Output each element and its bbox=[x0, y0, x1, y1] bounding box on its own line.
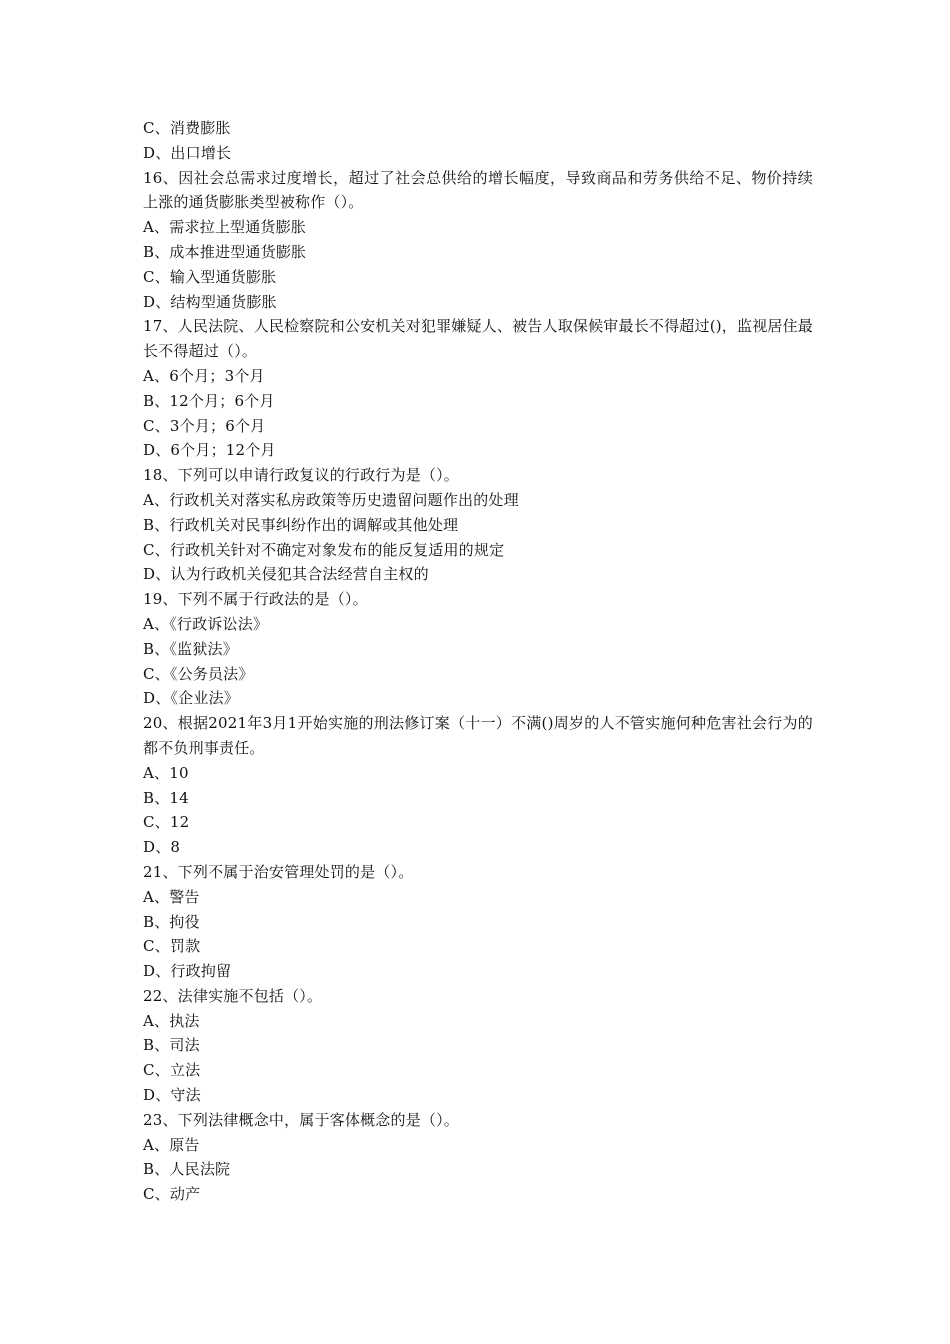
question-line: 20、根据2021年3月1开始实施的刑法修订案（十一）不满()周岁的人不管实施何种危害社会行为的都不负刑事责任。 bbox=[143, 714, 813, 757]
option-line: B、14 bbox=[143, 788, 189, 807]
option-line: C、输入型通货膨胀 bbox=[143, 267, 277, 286]
question-line: 19、下列不属于行政法的是（）。 bbox=[143, 590, 368, 609]
question-line: 22、法律实施不包括（）。 bbox=[143, 986, 323, 1005]
option-line: C、动产 bbox=[143, 1185, 201, 1204]
question-line: 17、人民法院、人民检察院和公安机关对犯罪嫌疑人、被告人取保候审最长不得超过()，监视居住最长不得超过（）。 bbox=[143, 317, 813, 361]
option-line: B、12个月；6个月 bbox=[143, 391, 275, 410]
option-line: D、6个月；12个月 bbox=[143, 441, 276, 460]
option-line: C、立法 bbox=[143, 1061, 201, 1080]
option-line: C、消费膨胀 bbox=[143, 119, 231, 137]
option-line: C、行政机关针对不确定对象发布的能反复适用的规定 bbox=[143, 540, 505, 559]
option-line: C、《公务员法》 bbox=[143, 664, 254, 683]
option-line: B、司法 bbox=[143, 1036, 200, 1055]
option-line: B、拘役 bbox=[143, 912, 200, 931]
option-line: C、12 bbox=[143, 813, 190, 832]
option-line: D、守法 bbox=[143, 1086, 201, 1105]
option-line: D、结构型通货膨胀 bbox=[143, 292, 277, 311]
option-line: C、罚款 bbox=[143, 937, 201, 956]
question-line: 21、下列不属于治安管理处罚的是（）。 bbox=[143, 862, 414, 881]
option-line: A、《行政诉讼法》 bbox=[143, 614, 269, 633]
option-line: B、行政机关对民事纠纷作出的调解或其他处理 bbox=[143, 515, 459, 534]
question-line: 16、因社会总需求过度增长，超过了社会总供给的增长幅度，导致商品和劳务供给不足、物价持续上涨的通货膨胀类型被称作（）。 bbox=[143, 168, 813, 212]
option-line: A、警告 bbox=[143, 887, 200, 906]
option-line: A、6个月；3个月 bbox=[143, 366, 265, 385]
option-line: A、需求拉上型通货膨胀 bbox=[143, 218, 307, 237]
option-line: D、出口增长 bbox=[143, 143, 232, 162]
option-line: A、10 bbox=[143, 763, 189, 782]
option-line: B、成本推进型通货膨胀 bbox=[143, 242, 307, 261]
option-line: A、原告 bbox=[143, 1135, 200, 1154]
option-line: D、8 bbox=[143, 838, 181, 857]
option-line: A、行政机关对落实私房政策等历史遗留问题作出的处理 bbox=[143, 490, 519, 509]
question-line: 23、下列法律概念中，属于客体概念的是（）。 bbox=[143, 1110, 459, 1129]
option-line: D、认为行政机关侵犯其合法经营自主权的 bbox=[143, 565, 429, 584]
option-line: D、《企业法》 bbox=[143, 689, 239, 708]
option-line: C、3个月；6个月 bbox=[143, 416, 266, 435]
option-line: D、行政拘留 bbox=[143, 962, 232, 981]
document-page bbox=[143, 116, 813, 1207]
question-line: 18、下列可以申请行政复议的行政行为是（）。 bbox=[143, 466, 459, 485]
option-line: A、执法 bbox=[143, 1011, 200, 1030]
option-line: B、人民法院 bbox=[143, 1160, 231, 1179]
option-line: B、《监狱法》 bbox=[143, 639, 238, 658]
